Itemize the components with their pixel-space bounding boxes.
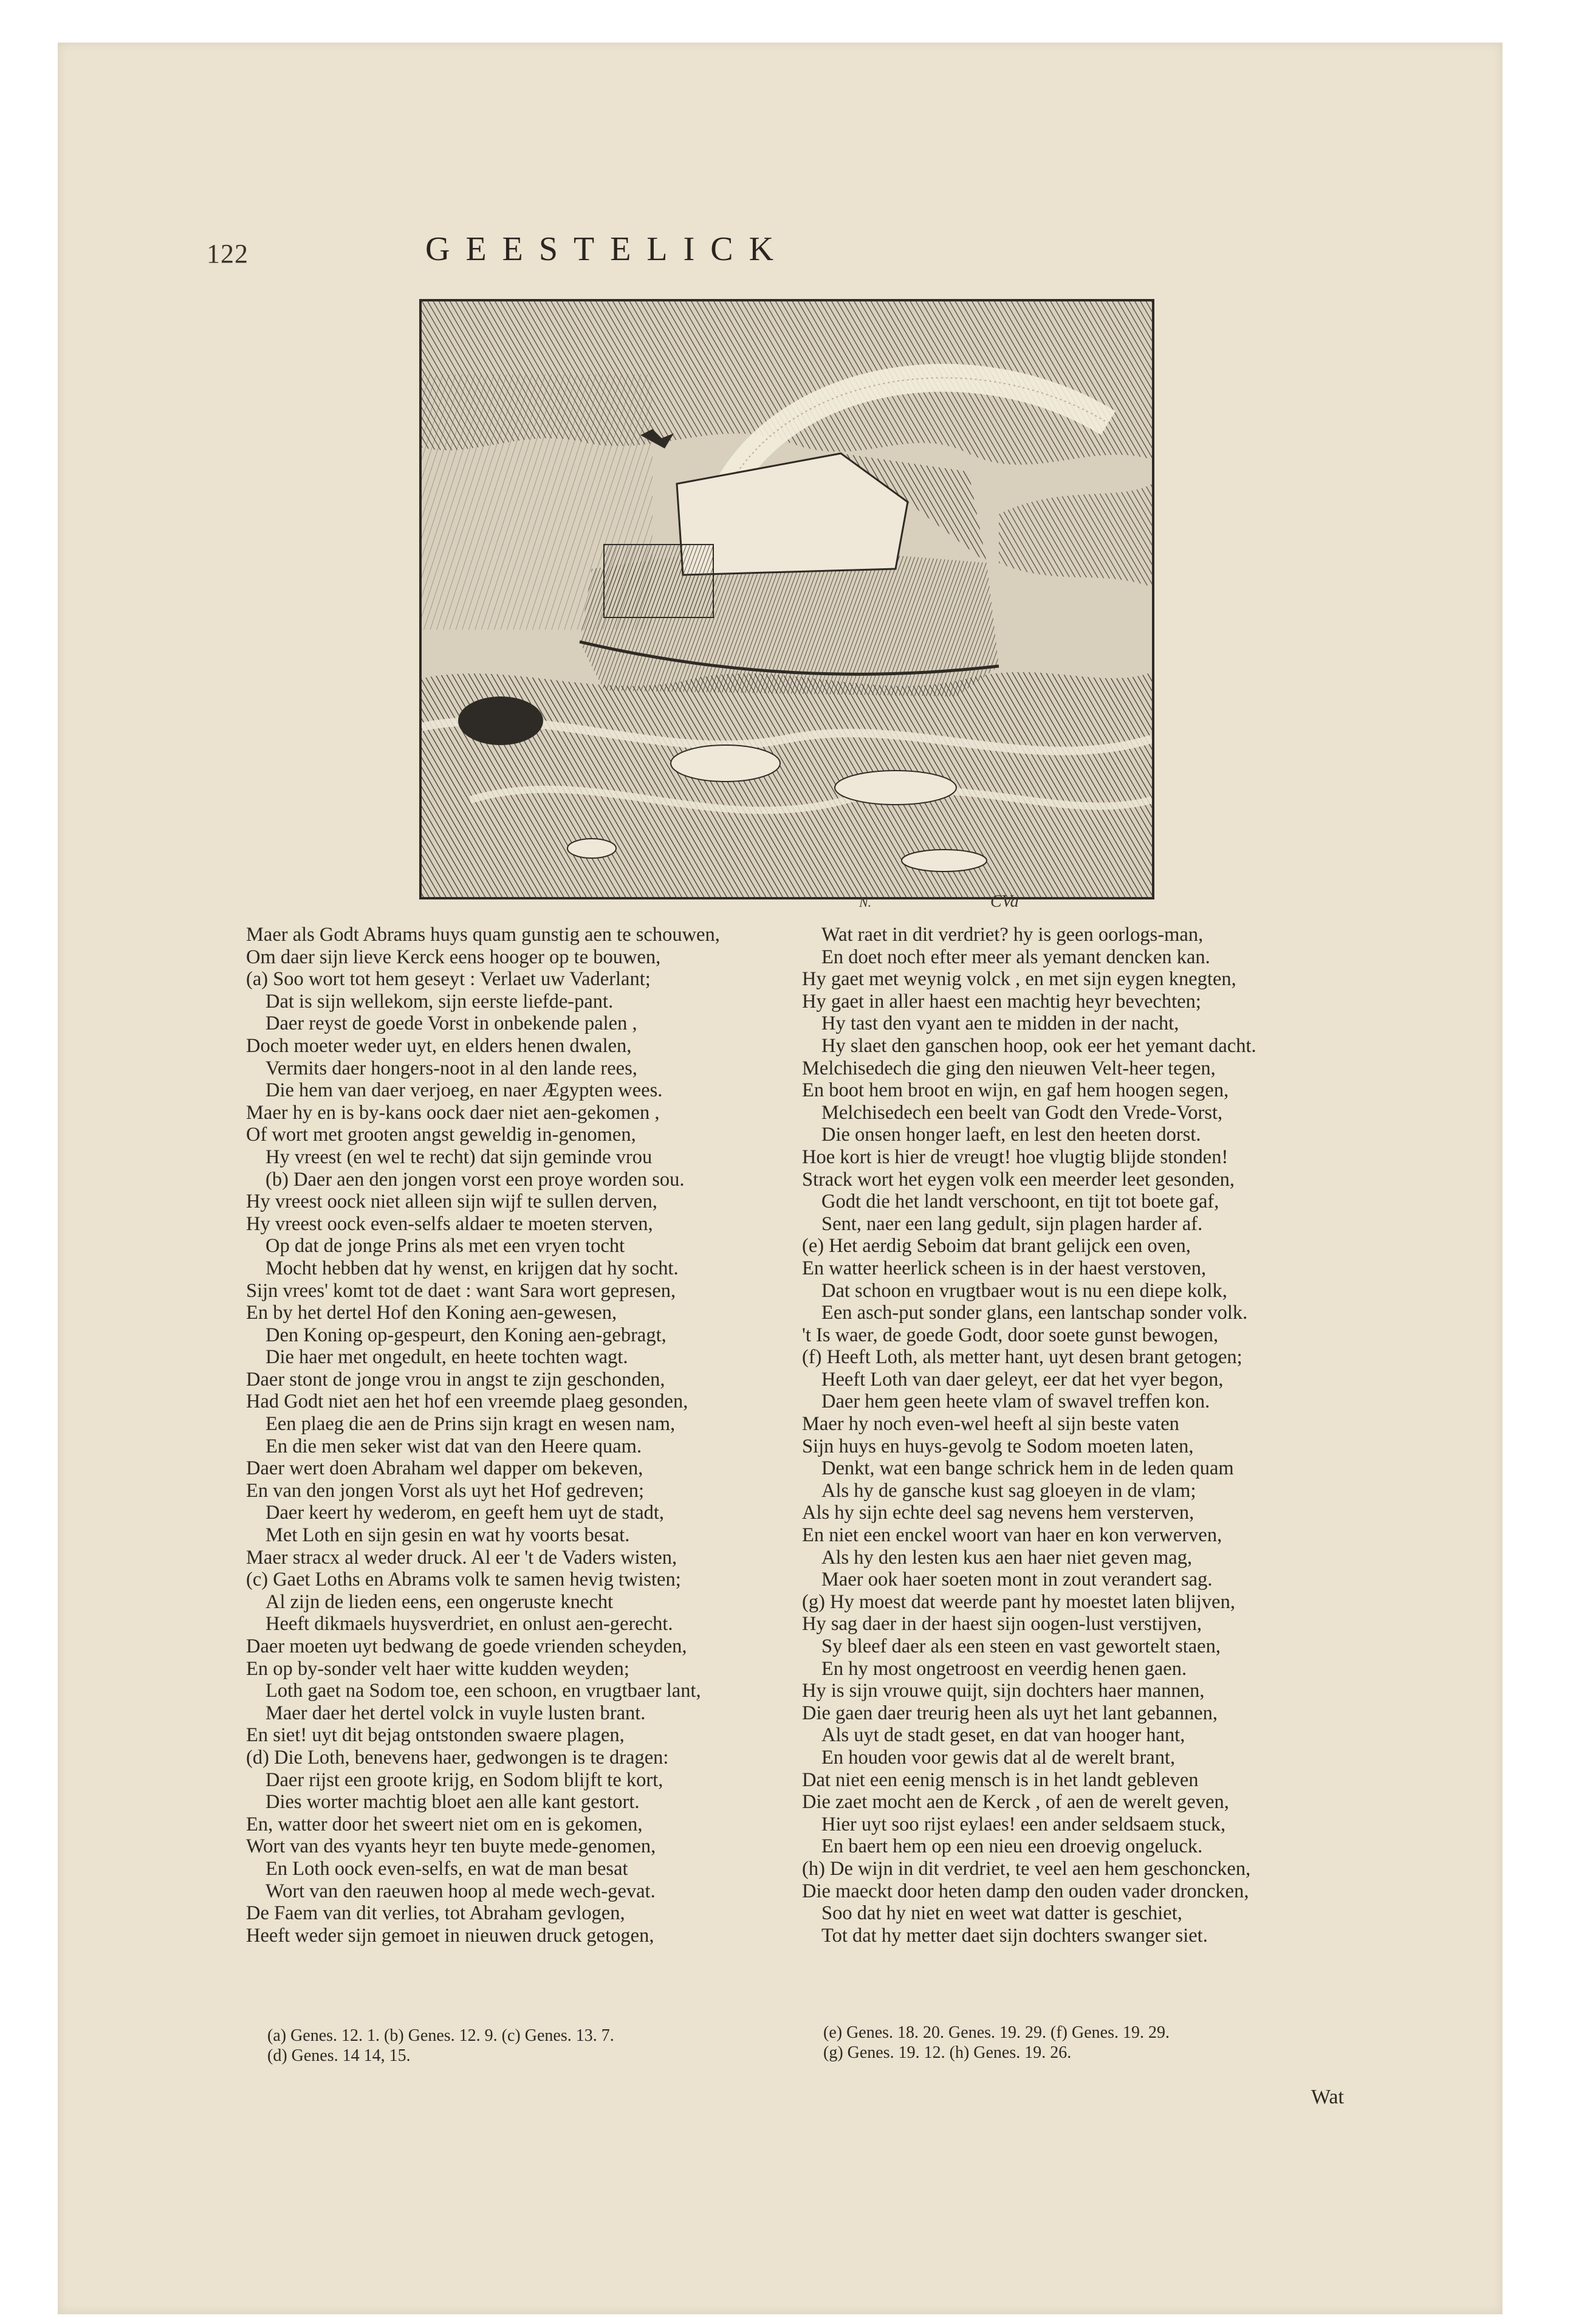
verse-line: Doch moeter weder uyt, en elders henen dwalen, <box>246 1034 632 1057</box>
verse-line: Dat schoon en vrugtbaer wout is nu een diepe kolk, <box>821 1279 1227 1302</box>
verse-line: Hy vreest oock even-selfs aldaer te moeten sterven, <box>246 1212 653 1235</box>
verse-line: Sent, naer een lang gedult, sijn plagen harder af. <box>821 1212 1203 1235</box>
running-head: GEESTELICK <box>425 230 790 268</box>
verse-line: (f) Heeft Loth, als metter hant, uyt desen brant getogen; <box>802 1346 1242 1369</box>
footnote-line: (a) Genes. 12. 1. (b) Genes. 12. 9. (c) Genes. 13. 7. <box>267 2026 614 2045</box>
footnote-line: (d) Genes. 14 14, 15. <box>267 2046 411 2065</box>
verse-line: Daer hem geen heete vlam of swavel treffen kon. <box>821 1391 1210 1413</box>
verse-line: En hy most ongetroost en veerdig henen gaen. <box>821 1657 1187 1680</box>
verse-line: Wort van des vyants heyr ten buyte mede-genomen, <box>246 1835 656 1858</box>
verse-line: En niet een enckel woort van haer en kon verwerven, <box>802 1524 1222 1547</box>
footnote-line: (g) Genes. 19. 12. (h) Genes. 19. 26. <box>823 2043 1072 2062</box>
verse-line: En, watter door het sweert niet om en is gekomen, <box>246 1813 643 1835</box>
verse-line: Als hy de gansche kust sag gloeyen in de vlam; <box>821 1479 1196 1502</box>
verse-line: Hy sag daer in der haest sijn oogen-lust verstijven, <box>802 1613 1202 1635</box>
verse-line: Loth gaet na Sodom toe, een schoon, en vrugtbaer lant, <box>266 1680 701 1702</box>
engraving-signature-left: N. <box>859 895 872 910</box>
verse-line: Hy gaet met weynig volck , en met sijn eygen knegten, <box>802 968 1236 991</box>
verse-line: (a) Soo wort tot hem geseyt : Verlaet uw Vaderlant; <box>246 968 651 991</box>
verse-line: Dies worter machtig bloet aen alle kant gestort. <box>266 1791 640 1813</box>
left-poem-column <box>246 924 750 1947</box>
verse-line: Den Koning op-gespeurt, den Koning aen-gebragt, <box>266 1324 666 1346</box>
verse-line: Maer hy noch even-wel heeft al sijn beste vaten <box>802 1413 1179 1435</box>
verse-line: En houden voor gewis dat al de werelt brant, <box>821 1746 1176 1769</box>
verse-line: Wat raet in dit verdriet? hy is geen oorlogs-man, <box>821 924 1204 946</box>
verse-line: En van den jongen Vorst als uyt het Hof gedreven; <box>246 1479 644 1502</box>
verse-line: En by het dertel Hof den Koning aen-gewesen, <box>246 1302 617 1324</box>
verse-line: 't Is waer, de goede Godt, door soete gunst bewogen, <box>802 1324 1219 1346</box>
verse-line: Maer stracx al weder druck. Al eer 't de Vaders wisten, <box>246 1546 677 1569</box>
verse-line: Daer keert hy wederom, en geeft hem uyt de stadt, <box>266 1502 665 1524</box>
verse-line: Op dat de jonge Prins als met een vryen tocht <box>266 1235 625 1257</box>
verse-line: Die gaen daer treurig heen als uyt het lant gebannen, <box>802 1702 1218 1724</box>
verse-line: Al zijn de lieden eens, een ongeruste knecht <box>266 1590 614 1613</box>
verse-line: (c) Gaet Loths en Abrams volk te samen hevig twisten; <box>246 1569 681 1591</box>
right-poem-column <box>802 924 1343 1947</box>
verse-line: Een asch-put sonder glans, een lantschap sonder volk. <box>821 1302 1248 1324</box>
verse-line: Maer ook haer soeten mont in zout verandert sag. <box>821 1569 1213 1591</box>
verse-line: Denkt, wat een bange schrick hem in de leden quam <box>821 1457 1234 1480</box>
verse-line: Daer rijst een groote krijg, en Sodom blijft te kort, <box>266 1769 663 1791</box>
verse-line: Die haer met ongedult, en heete tochten wagt. <box>266 1346 628 1369</box>
verse-line: Maer daer het dertel volck in vuyle lusten brant. <box>266 1702 646 1724</box>
verse-line: Dat is sijn wellekom, sijn eerste liefde-pant. <box>266 990 614 1012</box>
verse-line: En Loth oock even-selfs, en wat de man besat <box>266 1857 628 1880</box>
verse-line: (d) Die Loth, benevens haer, gedwongen is te dragen: <box>246 1746 669 1769</box>
catchword: Wat <box>1311 2086 1344 2108</box>
verse-line: En siet! uyt dit bejag ontstonden swaere plagen, <box>246 1724 625 1747</box>
verse-line: Die onsen honger laeft, en lest den heeten dorst. <box>821 1124 1201 1146</box>
verse-line: Of wort met grooten angst geweldig in-genomen, <box>246 1124 636 1146</box>
verse-line: En op by-sonder velt haer witte kudden weyden; <box>246 1657 629 1680</box>
verse-line: Dat niet een eenig mensch is in het landt gebleven <box>802 1769 1199 1791</box>
footnote-line: (e) Genes. 18. 20. Genes. 19. 29. (f) Genes. 19. 29. <box>823 2023 1170 2042</box>
verse-line: De Faem van dit verlies, tot Abraham gevlogen, <box>246 1902 625 1925</box>
verse-line: Hy is sijn vrouwe quijt, sijn dochters haer mannen, <box>802 1680 1205 1702</box>
verse-line: (e) Het aerdig Seboim dat brant gelijck een oven, <box>802 1235 1191 1257</box>
verse-line: Strack wort het eygen volk een meerder leet gesonden, <box>802 1168 1235 1191</box>
verse-line: Hy slaet den ganschen hoop, ook eer het yemant dacht. <box>821 1034 1256 1057</box>
verse-line: Als hy sijn echte deel sag nevens hem versterven, <box>802 1502 1194 1524</box>
verse-line: (h) De wijn in dit verdriet, te veel aen hem geschoncken, <box>802 1857 1251 1880</box>
verse-line: Als uyt de stadt geset, en dat van hooger hant, <box>821 1724 1185 1747</box>
verse-line: Een plaeg die aen de Prins sijn kragt en wesen nam, <box>266 1413 676 1435</box>
verse-line: Daer stont de jonge vrou in angst te zijn geschonden, <box>246 1368 665 1391</box>
verse-line: En watter heerlick scheen is in der haest verstoven, <box>802 1257 1207 1279</box>
verse-line: Melchisedech die ging den nieuwen Velt-heer tegen, <box>802 1057 1216 1079</box>
verse-line: Hoe kort is hier de vreugt! hoe vlugtig blijde stonden! <box>802 1146 1228 1168</box>
verse-line: Hy vreest oock niet alleen sijn wijf te sullen derven, <box>246 1191 657 1213</box>
verse-line: Heeft weder sijn gemoet in nieuwen druck getogen, <box>246 1924 654 1947</box>
left-footnotes <box>267 2026 614 2066</box>
verse-line: (g) Hy moest dat weerde pant hy moestet laten blijven, <box>802 1590 1235 1613</box>
verse-line: Maer hy en is by-kans oock daer niet aen-gekomen , <box>246 1101 660 1124</box>
page-number: 122 <box>207 239 248 269</box>
verse-line: Die maeckt door heten damp den ouden vader droncken, <box>802 1880 1249 1902</box>
verse-line: (b) Daer aen den jongen vorst een proye worden sou. <box>266 1168 685 1191</box>
verse-line: Hier uyt soo rijst eylaes! een ander seldsaem stuck, <box>821 1813 1226 1835</box>
verse-line: Daer wert doen Abraham wel dapper om bekeven, <box>246 1457 643 1480</box>
verse-line: Soo dat hy niet en weet wat datter is geschiet, <box>821 1902 1182 1925</box>
verse-line: Heeft Loth van daer geleyt, eer dat het vyer begon, <box>821 1368 1224 1391</box>
verse-line: Hy gaet in aller haest een machtig heyr bevechten; <box>802 990 1201 1012</box>
verse-line: Daer moeten uyt bedwang de goede vrienden scheyden, <box>246 1635 687 1657</box>
verse-line: Had Godt niet aen het hof een vreemde plaeg gesonden, <box>246 1391 688 1413</box>
verse-line: Die zaet mocht aen de Kerck , of aen de werelt geven, <box>802 1791 1229 1813</box>
verse-line: Als hy den lesten kus aen haer niet geven mag, <box>821 1546 1193 1569</box>
verse-line: Mocht hebben dat hy wenst, en krijgen dat hy socht. <box>266 1257 679 1279</box>
verse-line: Die hem van daer verjoeg, en naer Ægypten wees. <box>266 1079 663 1102</box>
verse-line: Sijn vrees' komt tot de daet : want Sara wort gepresen, <box>246 1279 676 1302</box>
verse-line: Sy bleef daer als een steen en vast gewortelt staen, <box>821 1635 1221 1657</box>
verse-line: Hy vreest (en wel te recht) dat sijn geminde vrou <box>266 1146 653 1168</box>
verse-line: Heeft dikmaels huysverdriet, en onlust aen-gerecht. <box>266 1613 673 1635</box>
verse-line: Tot dat hy metter daet sijn dochters swanger siet. <box>821 1924 1208 1947</box>
ark-illustration <box>422 301 1152 897</box>
verse-line: Melchisedech een beelt van Godt den Vrede-Vorst, <box>821 1101 1223 1124</box>
engraving-signature-right: CVa <box>990 892 1019 911</box>
engraving-noahs-ark <box>419 299 1154 899</box>
verse-line: Om daer sijn lieve Kerck eens hooger op te bouwen, <box>246 946 661 968</box>
verse-line: Maer als Godt Abrams huys quam gunstig aen te schouwen, <box>246 924 720 946</box>
verse-line: Sijn huys en huys-gevolg te Sodom moeten laten, <box>802 1435 1194 1457</box>
verse-line: En boot hem broot en wijn, en gaf hem hoogen segen, <box>802 1079 1229 1102</box>
verse-line: Wort van den raeuwen hoop al mede wech-gevat. <box>266 1880 656 1902</box>
verse-line: Hy tast den vyant aen te midden in der nacht, <box>821 1012 1179 1035</box>
verse-line: En baert hem op een nieu een droevig ongeluck. <box>821 1835 1203 1858</box>
right-footnotes <box>823 2023 1170 2063</box>
verse-line: En die men seker wist dat van den Heere quam. <box>266 1435 642 1457</box>
verse-line: Daer reyst de goede Vorst in onbekende palen , <box>266 1012 637 1035</box>
verse-line: En doet noch efter meer als yemant dencken kan. <box>821 946 1210 968</box>
verse-line: Godt die het landt verschoont, en tijt tot boete gaf, <box>821 1191 1219 1213</box>
verse-line: Met Loth en sijn gesin en wat hy voorts besat. <box>266 1524 630 1547</box>
verse-line: Vermits daer hongers-noot in al den lande rees, <box>266 1057 637 1079</box>
